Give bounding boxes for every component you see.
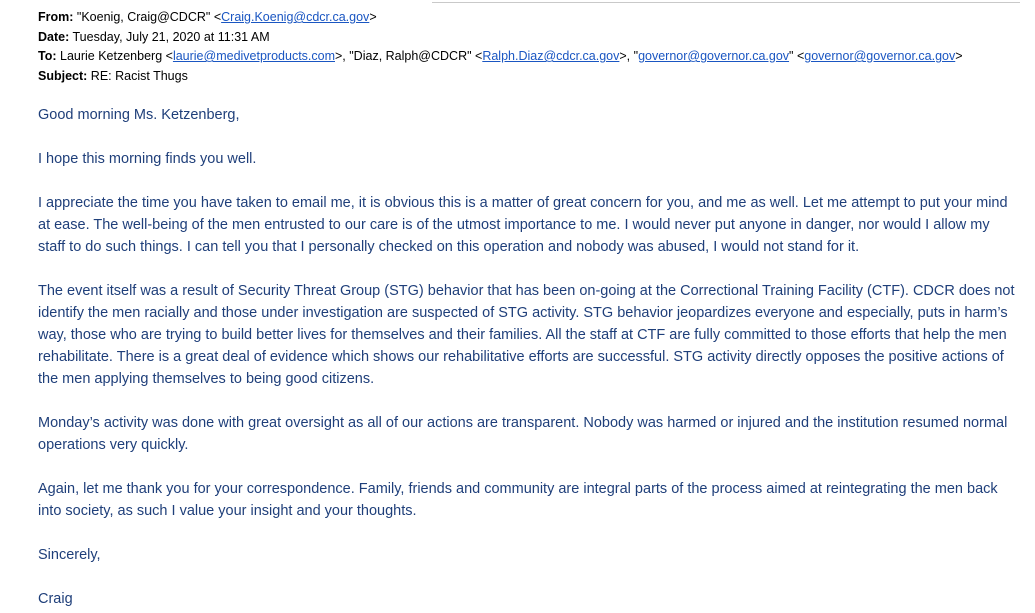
from-gt: > (369, 10, 377, 24)
paragraph-4: Monday’s activity was done with great oversight as all of our actions are transparent. Nobody was harmed or injured and the institution resumed normal operations very quickly. (38, 415, 1008, 453)
from-lt: < (213, 10, 222, 24)
closing: Sincerely, (38, 547, 101, 563)
header-divider (432, 2, 1020, 3)
to-recipient-3-prefix: >, " (619, 49, 639, 63)
to-recipient-3-mid: " < (789, 49, 805, 63)
to-recipient-2-name: >, "Diaz, Ralph@CDCR" < (335, 49, 483, 63)
paragraph-1: I hope this morning finds you well. (38, 151, 257, 167)
date-line (38, 28, 963, 48)
to-recipient-1-email-link[interactable]: laurie@medivetproducts.com (172, 49, 335, 63)
paragraph-2: I appreciate the time you have taken to email me, it is obvious this is a matter of great concern for you, and me as well. Let me attempt to put your mind at ease. The well-being of the men entrusted to our care is of the utmost importance to me. I would never put anyone in danger, nor would I allow my staff to do such things. I can tell you that I personally checked on this operation and nobody was abused, I would not stand for it. (38, 195, 1008, 255)
to-recipient-3-email-link[interactable]: governor@governor.ca.gov (804, 49, 956, 63)
to-line (38, 47, 963, 67)
from-line (38, 8, 963, 28)
subject-value: RE: Racist Thugs (90, 68, 188, 83)
paragraph-5: Again, let me thank you for your correspondence. Family, friends and community are integral parts of the process aimed at reintegrating the men back into society, as such I value your insight and your thoughts. (38, 481, 998, 519)
from-name: "Koenig, Craig@CDCR" (76, 10, 211, 24)
to-recipient-3-name-link[interactable]: governor@governor.ca.gov (638, 49, 790, 63)
to-tail: > (955, 49, 963, 63)
date-label: Date: (38, 29, 70, 44)
date-value: Tuesday, July 21, 2020 at 11:31 AM (72, 29, 270, 44)
signature: Craig (38, 591, 73, 607)
from-label: From: (38, 10, 74, 24)
to-label: To: (38, 49, 57, 63)
to-recipient-2-email-link[interactable]: Ralph.Diaz@cdcr.ca.gov (482, 49, 620, 63)
from-email-link[interactable]: Craig.Koenig@cdcr.ca.gov (221, 10, 370, 24)
to-recipient-1-name: Laurie Ketzenberg < (60, 49, 173, 63)
paragraph-3: The event itself was a result of Security Threat Group (STG) behavior that has been on-going at the Correctional Training Facility (CTF). CDCR does not identify the men racially and those under investigation are suspected of STG activity. STG behavior jeopardizes everyone and especially, puts in harm’s way, those who are trying to build better lives for themselves and their families. All the staff at CTF are fully committed to those efforts that help the men rehabilitate. There is a great deal of evidence which shows our rehabilitative efforts are successful. STG activity directly opposes the positive actions of the men applying themselves to being good citizens. (38, 283, 1015, 387)
subject-label: Subject: (38, 68, 88, 83)
email-body (38, 104, 1018, 613)
email-headers (38, 8, 963, 86)
subject-line (38, 67, 963, 87)
greeting: Good morning Ms. Ketzenberg, (38, 107, 240, 123)
